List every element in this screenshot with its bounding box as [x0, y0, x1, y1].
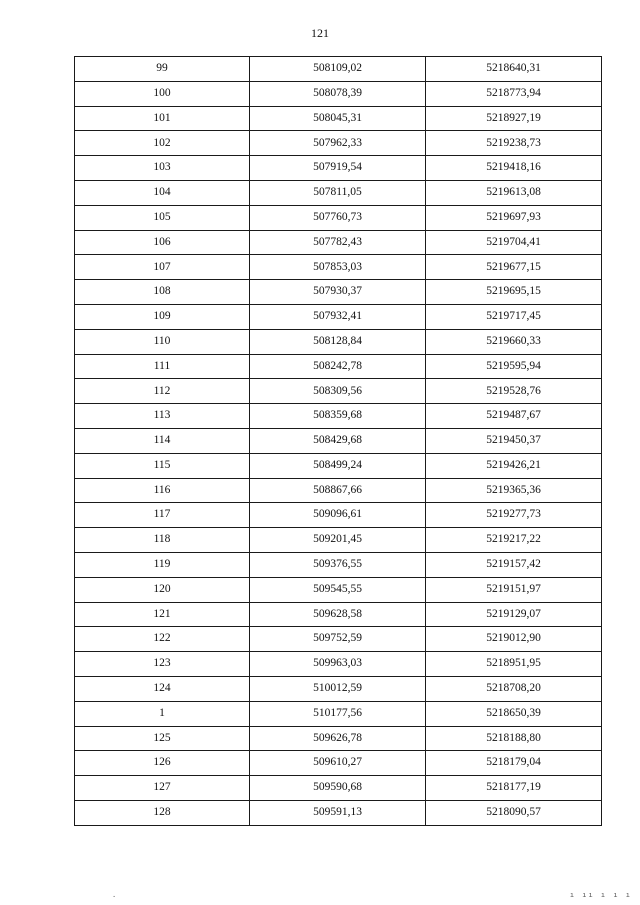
point-number-cell: 102	[75, 131, 250, 156]
x-coordinate-cell: 509376,55	[250, 552, 426, 577]
page-number: 121	[311, 26, 329, 40]
table-row	[75, 478, 602, 503]
y-coordinate-cell: 5218177,19	[426, 776, 602, 801]
table-row	[75, 652, 602, 677]
table-row	[75, 106, 602, 131]
x-coordinate-cell: 508429,68	[250, 428, 426, 453]
y-coordinate-cell: 5219677,15	[426, 255, 602, 280]
y-coordinate-cell: 5218708,20	[426, 676, 602, 701]
y-coordinate-cell: 5218188,80	[426, 726, 602, 751]
x-coordinate-cell: 507962,33	[250, 131, 426, 156]
y-coordinate-cell: 5218179,04	[426, 751, 602, 776]
point-number-cell: 119	[75, 552, 250, 577]
point-number-cell: 103	[75, 156, 250, 181]
point-number-cell: 126	[75, 751, 250, 776]
y-coordinate-cell: 5219487,67	[426, 404, 602, 429]
point-number-cell: 113	[75, 404, 250, 429]
table-row	[75, 81, 602, 106]
x-coordinate-cell: 509626,78	[250, 726, 426, 751]
x-coordinate-cell: 508309,56	[250, 379, 426, 404]
y-coordinate-cell: 5219595,94	[426, 354, 602, 379]
table-row	[75, 602, 602, 627]
coordinates-table	[74, 56, 602, 826]
x-coordinate-cell: 507811,05	[250, 180, 426, 205]
point-number-cell: 109	[75, 304, 250, 329]
x-coordinate-cell: 509096,61	[250, 503, 426, 528]
y-coordinate-cell: 5219012,90	[426, 627, 602, 652]
x-coordinate-cell: 508242,78	[250, 354, 426, 379]
table-row	[75, 552, 602, 577]
table-row	[75, 627, 602, 652]
point-number-cell: 122	[75, 627, 250, 652]
y-coordinate-cell: 5219704,41	[426, 230, 602, 255]
table-row	[75, 726, 602, 751]
y-coordinate-cell: 5218650,39	[426, 701, 602, 726]
y-coordinate-cell: 5219717,45	[426, 304, 602, 329]
y-coordinate-cell: 5218927,19	[426, 106, 602, 131]
x-coordinate-cell: 507853,03	[250, 255, 426, 280]
x-coordinate-cell: 509591,13	[250, 800, 426, 825]
table-row	[75, 577, 602, 602]
point-number-cell: 123	[75, 652, 250, 677]
table-row	[75, 354, 602, 379]
x-coordinate-cell: 509628,58	[250, 602, 426, 627]
point-number-cell: 121	[75, 602, 250, 627]
y-coordinate-cell: 5219418,16	[426, 156, 602, 181]
point-number-cell: 116	[75, 478, 250, 503]
point-number-cell: 101	[75, 106, 250, 131]
point-number-cell: 110	[75, 329, 250, 354]
table-row	[75, 131, 602, 156]
point-number-cell: 115	[75, 453, 250, 478]
x-coordinate-cell: 508078,39	[250, 81, 426, 106]
y-coordinate-cell: 5218090,57	[426, 800, 602, 825]
point-number-cell: 107	[75, 255, 250, 280]
table-row	[75, 776, 602, 801]
x-coordinate-cell: 507930,37	[250, 280, 426, 305]
table-row	[75, 329, 602, 354]
y-coordinate-cell: 5218640,31	[426, 57, 602, 82]
table-row	[75, 180, 602, 205]
point-number-cell: 111	[75, 354, 250, 379]
x-coordinate-cell: 507760,73	[250, 205, 426, 230]
y-coordinate-cell: 5219151,97	[426, 577, 602, 602]
point-number-cell: 104	[75, 180, 250, 205]
x-coordinate-cell: 508045,31	[250, 106, 426, 131]
x-coordinate-cell: 509610,27	[250, 751, 426, 776]
y-coordinate-cell: 5219450,37	[426, 428, 602, 453]
y-coordinate-cell: 5219277,73	[426, 503, 602, 528]
table-row	[75, 800, 602, 825]
table-row	[75, 280, 602, 305]
x-coordinate-cell: 508128,84	[250, 329, 426, 354]
point-number-cell: 125	[75, 726, 250, 751]
x-coordinate-cell: 507782,43	[250, 230, 426, 255]
table-row	[75, 57, 602, 82]
table-row	[75, 230, 602, 255]
point-number-cell: 120	[75, 577, 250, 602]
y-coordinate-cell: 5219129,07	[426, 602, 602, 627]
x-coordinate-cell: 507919,54	[250, 156, 426, 181]
x-coordinate-cell: 509752,59	[250, 627, 426, 652]
y-coordinate-cell: 5219365,36	[426, 478, 602, 503]
point-number-cell: 100	[75, 81, 250, 106]
point-number-cell: 127	[75, 776, 250, 801]
footer-scan-mark-left: .	[112, 891, 117, 899]
table-row	[75, 453, 602, 478]
table-row	[75, 379, 602, 404]
x-coordinate-cell: 509545,55	[250, 577, 426, 602]
table-row	[75, 528, 602, 553]
table-row	[75, 676, 602, 701]
y-coordinate-cell: 5219660,33	[426, 329, 602, 354]
x-coordinate-cell: 508499,24	[250, 453, 426, 478]
x-coordinate-cell: 509590,68	[250, 776, 426, 801]
point-number-cell: 114	[75, 428, 250, 453]
point-number-cell: 1	[75, 701, 250, 726]
y-coordinate-cell: 5219613,08	[426, 180, 602, 205]
x-coordinate-cell: 508359,68	[250, 404, 426, 429]
table-row	[75, 156, 602, 181]
y-coordinate-cell: 5219695,15	[426, 280, 602, 305]
y-coordinate-cell: 5219426,21	[426, 453, 602, 478]
y-coordinate-cell: 5219217,22	[426, 528, 602, 553]
point-number-cell: 112	[75, 379, 250, 404]
point-number-cell: 108	[75, 280, 250, 305]
table-row	[75, 428, 602, 453]
table-row	[75, 404, 602, 429]
y-coordinate-cell: 5218773,94	[426, 81, 602, 106]
x-coordinate-cell: 510177,56	[250, 701, 426, 726]
footer-scan-mark-right: ı ıı ı ı ı	[569, 891, 632, 899]
table-row	[75, 304, 602, 329]
point-number-cell: 124	[75, 676, 250, 701]
y-coordinate-cell: 5219157,42	[426, 552, 602, 577]
y-coordinate-cell: 5218951,95	[426, 652, 602, 677]
coordinates-table-body	[75, 57, 602, 826]
y-coordinate-cell: 5219528,76	[426, 379, 602, 404]
point-number-cell: 105	[75, 205, 250, 230]
x-coordinate-cell: 507932,41	[250, 304, 426, 329]
table-row	[75, 255, 602, 280]
x-coordinate-cell: 509963,03	[250, 652, 426, 677]
point-number-cell: 106	[75, 230, 250, 255]
y-coordinate-cell: 5219697,93	[426, 205, 602, 230]
point-number-cell: 118	[75, 528, 250, 553]
x-coordinate-cell: 508867,66	[250, 478, 426, 503]
x-coordinate-cell: 509201,45	[250, 528, 426, 553]
table-row	[75, 751, 602, 776]
y-coordinate-cell: 5219238,73	[426, 131, 602, 156]
point-number-cell: 128	[75, 800, 250, 825]
point-number-cell: 99	[75, 57, 250, 82]
x-coordinate-cell: 510012,59	[250, 676, 426, 701]
table-row	[75, 701, 602, 726]
table-row	[75, 205, 602, 230]
point-number-cell: 117	[75, 503, 250, 528]
x-coordinate-cell: 508109,02	[250, 57, 426, 82]
table-row	[75, 503, 602, 528]
